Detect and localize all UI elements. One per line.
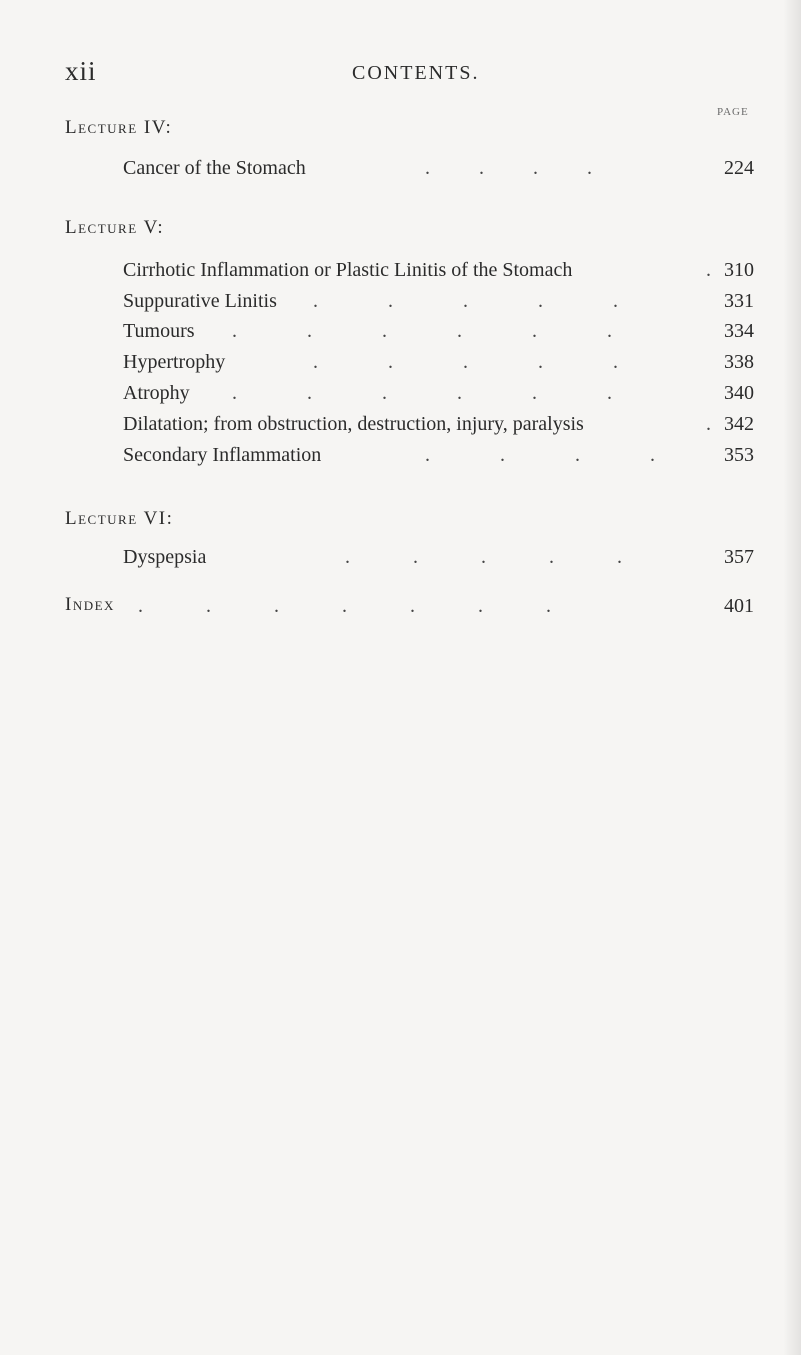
entry-page: 340 [724, 382, 754, 404]
entry-title: Cancer of the Stomach [123, 157, 306, 179]
entry-title: Cirrhotic Inflammation or Plastic Linitis of the Stomach [123, 259, 573, 281]
entry-leaders: . . . . . [313, 290, 618, 312]
entry-page: 331 [724, 290, 754, 312]
entry-page: 338 [724, 351, 754, 373]
entry-page: 357 [724, 546, 754, 568]
page-edge-shadow [783, 0, 801, 1355]
entry-title: Secondary Inflammation [123, 444, 322, 466]
entry-title: Dilatation; from obstruction, destruction, injury, paralysis [123, 413, 584, 435]
index-heading: Index [65, 594, 115, 615]
entry-title: Hypertrophy [123, 351, 226, 373]
entry-title: Suppurative Linitis [123, 290, 277, 312]
entry-leaders: . [706, 413, 711, 435]
index-page: 401 [724, 595, 754, 617]
entry-page: 342 [724, 413, 754, 435]
entry-title: Tumours [123, 320, 195, 342]
entry-leaders: . . . . . [345, 546, 622, 568]
page-column-label: PAGE [717, 106, 749, 118]
entry-leaders: . . . . . . [232, 320, 612, 342]
entry-leaders: . . . . . . [232, 382, 612, 404]
entry-title: Dyspepsia [123, 546, 207, 568]
entry-leaders: . . . . [425, 444, 655, 466]
entry-page: 353 [724, 444, 754, 466]
entry-leaders: . . . . [425, 157, 592, 179]
entry-page: 310 [724, 259, 754, 281]
entry-leaders: . . . . . [313, 351, 618, 373]
running-title: CONTENTS. [352, 62, 480, 84]
entry-title: Atrophy [123, 382, 190, 404]
lecture-heading: Lecture V: [65, 217, 165, 238]
folio: xii [65, 56, 97, 86]
lecture-heading: Lecture VI: [65, 508, 174, 529]
entry-leaders: . [706, 259, 711, 281]
lecture-heading: Lecture IV: [65, 117, 173, 138]
entry-page: 334 [724, 320, 754, 342]
index-leaders: . . . . . . . [138, 595, 551, 617]
entry-page: 224 [724, 157, 754, 179]
